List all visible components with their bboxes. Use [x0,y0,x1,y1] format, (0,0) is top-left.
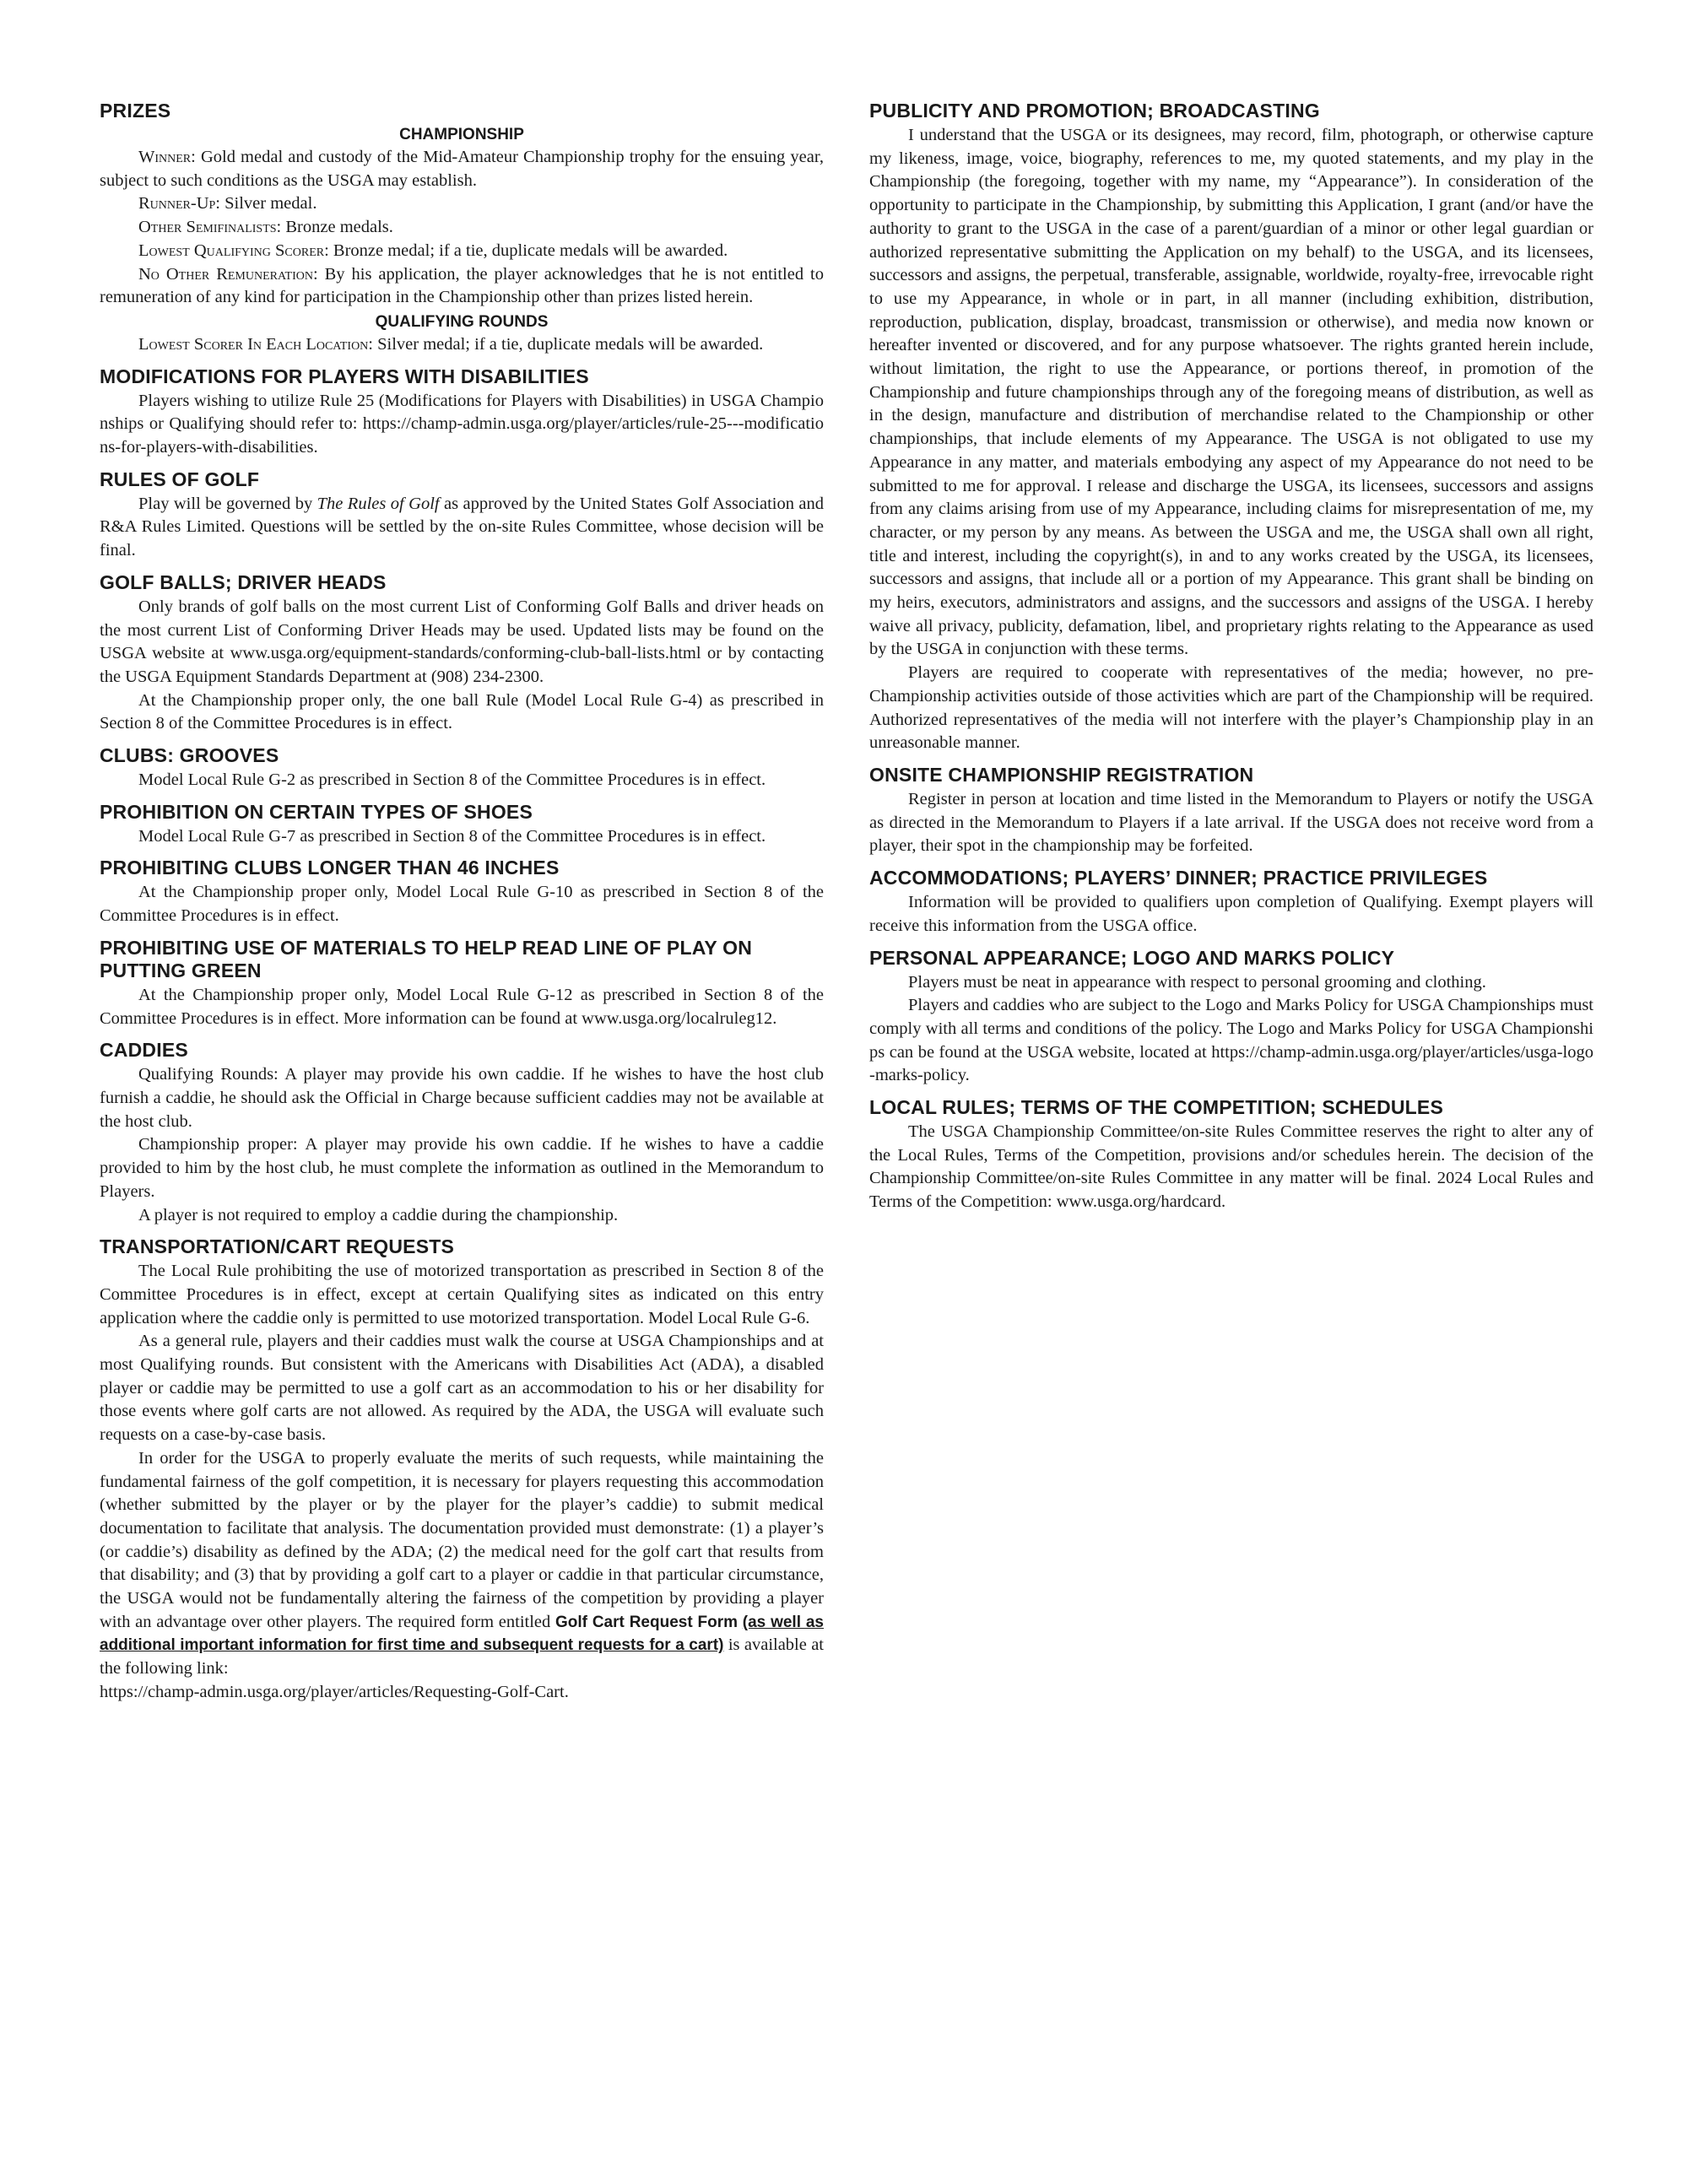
runnerup-label: Runner-Up: [138,194,221,214]
golf-balls-heading: GOLF BALLS; DRIVER HEADS [100,570,387,593]
transportation-heading: TRANSPORTATION/CART REQUESTS [100,1235,455,1258]
runnerup-paragraph [100,192,824,216]
winner-text: Gold medal and custody of the Mid-Amateur Championship trophy for the ensuing year, subject to such conditions as the USGA may establish. [100,148,824,190]
accommodations-heading: ACCOMMODATIONS; PLAYERS’ DINNER; PRACTICE PRIVILEGES [869,867,1488,889]
lowest-qualifying-text: Bronze medal; if a tie, duplicate medals will be awarded. [328,241,728,260]
championship-subheading: CHAMPIONSHIP [399,126,524,143]
modifications-heading: MODIFICATIONS FOR PLAYERS WITH DISABILITIES [100,365,589,387]
semifinalists-label: Other Semifinalists: [138,218,282,237]
grooves-paragraph: Model Local Rule G-2 as prescribed in Section 8 of the Committee Procedures is in effect. [138,770,766,790]
publicity-heading: PUBLICITY AND PROMOTION; BROADCASTING [869,100,1320,122]
modifications-paragraph: Players wishing to utilize Rule 25 (Modifications for Players with Disabilities) in USGA Championships or Qualifying should refer to: https://champ-admin.usga.org/player/articles/rule-25---modifications-for-players-with-disabilities. [100,391,824,457]
semifinalists-text: Bronze medals. [281,218,393,237]
shoes-heading: PROHIBITION ON CERTAIN TYPES OF SHOES [100,800,533,823]
publicity-paragraph-1: I understand that the USGA or its designees, may record, film, photograph, or otherwise capture my likeness, image, voice, biography, references to me, my quoted statements, and my play in the Championship (the foregoing, together with my name, my “Appearance”). In consideration of the opportunity to participate in the Championship, by submitting this Application, I grant (and/or have the authority to grant to the USGA in the case of a parent/guardian of a minor or other legal guardian or authorized representative submitting the Application on my behalf) to the USGA, and its licensees, successors and assigns, the perpetual, transferable, assignable, worldwide, royalty-free, irrevocable right to use my Appearance, in whole or in part, in all manner (including exhibition, distribution, reproduction, publication, display, broadcast, transmission or otherwise), and media now known or hereafter invented or discovered, and for any purpose whatsoever. The rights granted herein include, without limitation, the right to use the Appearance, or portions thereof, in promotion of the Championship and future championships through any of the foregoing means of distribution, as well as in the design, manufacture and distribution of merchandise related to the Championship or other championships, that include elements of my Appearance. The USGA is not obligated to use my Appearance in any matter, and materials embodying any aspect of my Appearance do not need to be submitted to me for approval. I release and discharge the USGA, its licensees, successors and assigns from any claims arising from use of my Appearance, including claims for misrepresentation of me, my character, or my person by any means. As between the USGA and me, the USGA shall own all right, title and interest, including the copyright(s), in and to any works created by the USGA, its licensees, successors and assigns, that include all or a portion of my Appearance. This grant shall be binding on my heirs, executors, administrators and assigns, and the successors and assigns of the USGA. I hereby waive all privacy, publicity, defamation, libel, and proprietary rights relating to the Appearance as used by the USGA in conjunction with these terms. [869,126,1593,659]
golf-cart-info-link[interactable]: (as well as additional important information for first time and subsequent requests for a cart) [100,1613,824,1655]
shoes-paragraph: Model Local Rule G-7 as prescribed in Section 8 of the Committee Procedures is in effect. [138,826,766,846]
lowest-location-label: Lowest Scorer In Each Location: [138,334,373,354]
registration-heading: ONSITE CHAMPIONSHIP REGISTRATION [869,763,1254,786]
lowest-qualifying-label: Lowest Qualifying Scorer: [138,241,329,260]
lowest-qualifying-paragraph [100,240,824,263]
appearance-paragraph-1: Players must be neat in appearance with respect to personal grooming and clothing. [908,972,1486,992]
caddies-paragraph-1: Qualifying Rounds: A player may provide his own caddie. If he wishes to have the host club furnish a caddie, he should ask the Official in Charge because sufficient caddies may not be available at the host club. [100,1065,824,1131]
winner-label: Winner: [138,148,196,166]
caddies-paragraph-2: Championship proper: A player may provide his own caddie. If he wishes to have a caddie provided to him by the host club, he must complete the information as outlined in the Memorandum to Players. [100,1135,824,1201]
transportation-paragraph-3 [100,1447,824,1681]
appearance-paragraph-2: Players and caddies who are subject to the Logo and Marks Policy for USGA Championships must comply with all terms and conditions of the policy. The Logo and Marks Policy for USGA Championships can be found at the USGA website, located at https://champ-admin.usga.org/player/articles/usga-logo-marks-policy. [869,996,1593,1085]
golf-cart-form-name: Golf Cart Request Form [555,1613,738,1631]
transportation-p3-text: In order for the USGA to properly evaluate the merits of such requests, while maintaining the fundamental fairness of the golf competition, it is necessary for players requesting this accommodation (whether submitted by the player or by the player for the player’s caddie) to submit medical documentation to facilitate that analysis. The documentation provided must demonstrate: (1) a player’s (or caddie’s) disability as defined by the ADA; (2) the medical need for the golf cart that results from that disability; and (3) that by providing a golf cart to a player or caddie in that particular circumstance, the USGA would not be fundamentally altering the fairness of the competition by providing a player with an advantage over other players. The required form entitled [100,1448,824,1631]
rules-pre: Play will be governed by [138,494,317,513]
qualifying-rounds-subheading: QUALIFYING ROUNDS [375,312,549,331]
caddies-heading: CADDIES [100,1039,188,1062]
no-remuneration-paragraph [100,263,824,310]
rules-post: as approved by the United States Golf Association and R&A Rules Limited. Questions will be settled by the on-site Rules Committee, whose decision will be final. [100,494,824,560]
clubs-length-paragraph: At the Championship proper only, Model Local Rule G-10 as prescribed in Section 8 of the Committee Procedures is in effect. [100,883,824,926]
clubs-length-heading: PROHIBITING CLUBS LONGER THAN 46 INCHES [100,857,560,879]
caddies-paragraph-3: A player is not required to employ a caddie during the championship. [138,1205,619,1224]
right-column [869,100,1593,1214]
transportation-paragraph-2: As a general rule, players and their caddies must walk the course at USGA Championships and at most Qualifying rounds. But consistent with the Americans with Disabilities Act (ADA), a disabled player or caddie may be permitted to use a golf cart as an accommodation to his or her disability for those events where golf carts are not allowed. As required by the ADA, the USGA will evaluate such requests on a case-by-case basis. [100,1332,824,1445]
prizes-heading: PRIZES [100,100,171,122]
materials-heading: PROHIBITING USE OF MATERIALS TO HELP READ LINE OF PLAY ON PUTTING GREEN [100,936,753,981]
winner-paragraph [100,146,824,192]
rules-of-golf-heading: RULES OF GOLF [100,468,260,490]
rules-of-golf-paragraph [100,493,824,563]
transportation-paragraph-1: The Local Rule prohibiting the use of motorized transportation as prescribed in Section 8 of the Committee Procedures is in effect, except at certain Qualifying sites as indicated on this entry application where the caddie only is permitted to use motorized transportation. Model Local Rule G-6. [100,1262,824,1327]
no-remuneration-label: No Other Remuneration: [138,264,318,284]
no-remuneration-text: By his application, the player acknowledges that he is not entitled to remuneration of any kind for participation in the Championship other than prizes listed herein. [100,264,824,307]
local-rules-heading: LOCAL RULES; TERMS OF THE COMPETITION; SCHEDULES [869,1096,1444,1119]
golf-balls-paragraph-2: At the Championship proper only, the one ball Rule (Model Local Rule G-4) as prescribed in Section 8 of the Committee Procedures is in effect. [100,690,824,733]
semifinalists-paragraph [100,216,824,240]
runnerup-text: Silver medal. [220,194,317,214]
materials-paragraph: At the Championship proper only, Model Local Rule G-12 as prescribed in Section 8 of the Committee Procedures is in effect. More information can be found at www.usga.org/localruleg12. [100,985,824,1028]
rules-title: The Rules of Golf [316,494,440,513]
publicity-paragraph-2: Players are required to cooperate with representatives of the media; however, no pre-Championship activities outside of those activities which are part of the Championship will be required. Authorized representatives of the media will not interfere with the player’s Championship play in an unreasonable manner. [869,663,1593,753]
appearance-heading: PERSONAL APPEARANCE; LOGO AND MARKS POLICY [869,946,1395,969]
golf-cart-url[interactable]: https://champ-admin.usga.org/player/articles/Requesting-Golf-Cart. [100,1682,569,1701]
left-column [100,100,824,1705]
registration-paragraph: Register in person at location and time listed in the Memorandum to Players or notify the USGA as directed in the Memorandum to Players if a late arrival. If the USGA does not receive word from a player, their spot in the championship may be forfeited. [869,789,1593,856]
transportation-p3-end: is available at the following link: [100,1635,825,1679]
local-rules-paragraph: The USGA Championship Committee/on-site Rules Committee reserves the right to alter any of the Local Rules, Terms of the Competition, provisions and/or schedules herein. The decision of the Championship Committee/on-site Rules Committee in any matter will be final. 2024 Local Rules and Terms of the Competition: www.usga.org/hardcard. [869,1122,1593,1212]
grooves-heading: CLUBS: GROOVES [100,744,279,767]
lowest-location-paragraph [100,333,824,357]
golf-balls-paragraph-1: Only brands of golf balls on the most current List of Conforming Golf Balls and driver heads on the most current List of Conforming Driver Heads may be used. Updated lists may be found on the USGA website at www.usga.org/equipment-standards/conforming-club-ball-lists.html or by contacting the USGA Equipment Standards Department at (908) 234-2300. [100,597,824,686]
accommodations-paragraph: Information will be provided to qualifiers upon completion of Qualifying. Exempt players will receive this information from the USGA office. [869,893,1593,935]
lowest-location-text: Silver medal; if a tie, duplicate medals will be awarded. [373,334,764,354]
